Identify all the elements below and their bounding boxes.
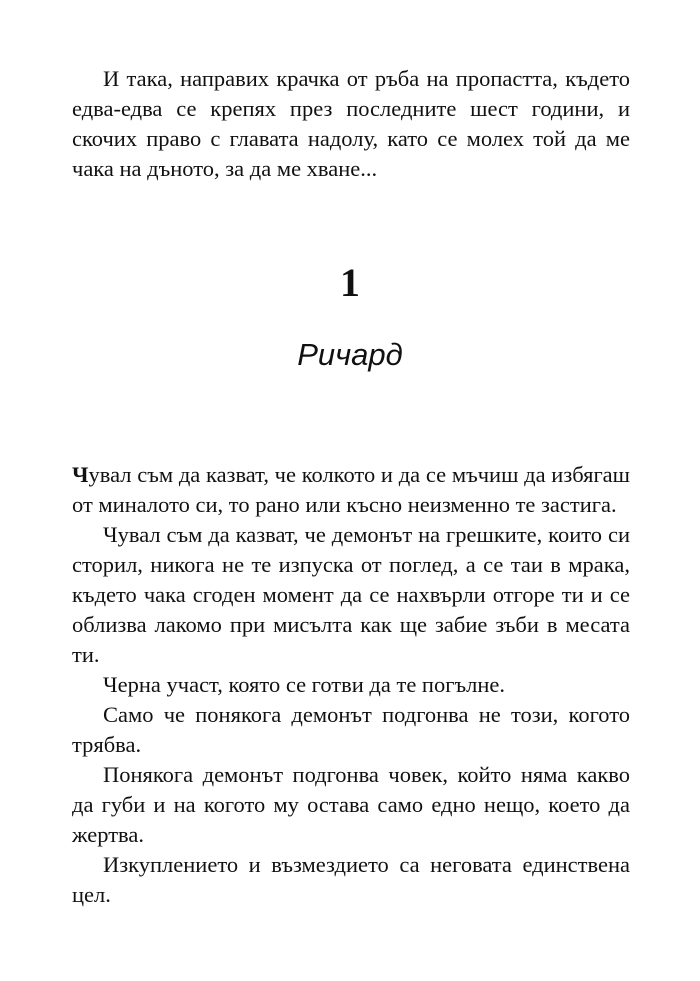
body-paragraph: Черна участ, която се готви да те погълне. — [103, 672, 505, 697]
intro-paragraph: И така, направих крачка от ръба на пропастта, където едва-едва се крепях през последните шест години, и скочих право с главата надолу, като се молех той да ме чака на дъното, за да ме хване... — [72, 66, 630, 181]
intro-section — [72, 64, 630, 184]
body-paragraph: Само че понякога демонът подгонва не този, когото трябва. — [72, 702, 630, 757]
drop-cap-letter: Ч — [72, 462, 89, 487]
body-paragraph: Чувал съм да казват, че демонът на грешките, които си сторил, никога не те изпуска от поглед, а се таи в мрака, където чака сгоден момент да се нахвърли отгоре ти и се облизва лакомо при мисълта как ще забие зъби в месата ти. — [72, 522, 630, 667]
chapter-body — [72, 460, 630, 910]
body-paragraph: Изкуплението и възмездието са неговата единствена цел. — [72, 852, 630, 907]
first-paragraph — [72, 460, 630, 520]
chapter-title: Ричард — [297, 337, 403, 372]
first-paragraph-text: увал съм да казват, че колкото и да се мъчиш да избягаш от миналото си, то рано или късно неизменно те застига. — [72, 462, 630, 517]
body-paragraph: Понякога демонът подгонва човек, който няма какво да губи и на когото му остава само едно нещо, което да жертва. — [72, 762, 630, 847]
chapter-number: 1 — [340, 260, 360, 305]
